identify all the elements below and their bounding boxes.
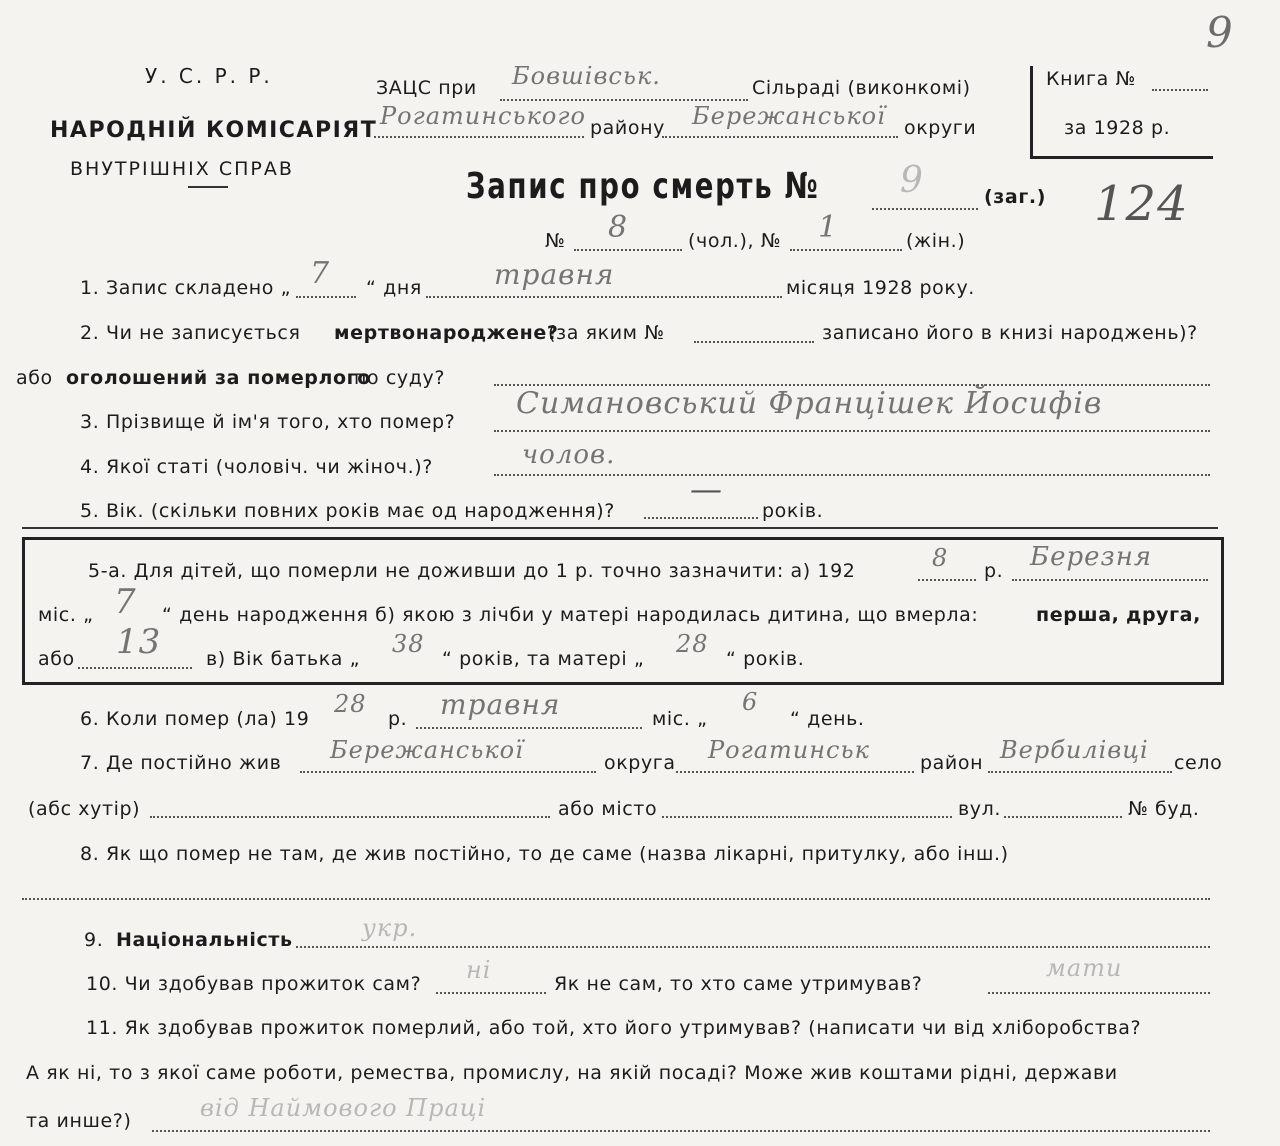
q5-label: 5. Вік. (скільки повних років має од народження)? — [80, 500, 615, 522]
q5a-line3-d: “ років. — [726, 648, 805, 670]
q7b-city-line — [662, 816, 952, 818]
q6-month-value: травня — [440, 688, 561, 721]
q7b-house: № буд. — [1128, 798, 1200, 820]
q2-number-line — [694, 341, 814, 343]
q6-label: 6. Коли помер (ла) 19 — [80, 708, 310, 730]
q10-answer1-line — [436, 992, 546, 994]
q5a-year-line — [918, 579, 976, 581]
q1-label: 1. Запис складено „ — [80, 277, 292, 299]
record-number-line — [872, 208, 978, 210]
q5a-month-value: Березня — [1030, 542, 1153, 572]
q6-month-line — [416, 727, 642, 729]
q5a-month-line — [1012, 579, 1208, 581]
section-rule — [22, 527, 1218, 529]
issuer-country: У. С. Р. Р. — [145, 64, 273, 88]
book-year: за 1928 р. — [1064, 117, 1171, 139]
q2b-label-b: оголошений за померлого — [66, 367, 371, 389]
zags-village-value: Бовшівськ. — [512, 62, 661, 90]
zags-suffix: Сільраді (виконкомі) — [752, 77, 971, 99]
q4-label: 4. Якої статі (чоловіч. чи жіноч.)? — [80, 456, 433, 478]
book-number-label: Книга № — [1046, 68, 1136, 90]
q1-month-value: травня — [494, 258, 615, 291]
q9-answer: укр. — [362, 914, 418, 942]
q11-line2: А як ні, то з якої саме роботи, ремества, промислу, на якій посаді? Може жив коштами рідні, держави — [26, 1062, 1118, 1084]
q5a-line3-a: або — [38, 648, 75, 670]
q6-mid: р. — [388, 708, 408, 730]
q10-mid: Як не сам, то хто саме утримував? — [554, 973, 923, 995]
district-line — [374, 136, 584, 138]
q7b-label: (абс хутір) — [28, 798, 141, 820]
q2-label-b: мертвонароджене? — [334, 322, 559, 344]
q5a-line2-b: “ день народження б) якою з лічби у матері народилась дитина, що вмерла: — [162, 604, 979, 626]
q7-okrug-value: Бережанської — [330, 736, 524, 764]
issuer-department: ВНУТРІШНІХ СПРАВ — [70, 158, 294, 180]
sub-number-prefix: № — [545, 230, 566, 252]
header-divider — [188, 186, 228, 188]
okrug-value: Бережанської — [692, 102, 886, 130]
record-number-value: 9 — [900, 160, 924, 201]
q6-year-value: 28 — [334, 690, 367, 718]
q5a-line1: 5-а. Для дітей, що померли не доживши до 1 р. точно зазначити: а) 192 — [88, 560, 856, 582]
q10-answer1: ні — [466, 956, 492, 984]
q7b-street-line — [1004, 816, 1122, 818]
q11-answer: від Наймового Праці — [200, 1094, 487, 1122]
q5a-day-value: 7 — [114, 582, 137, 622]
q8-label: 8. Як що помер не там, де жив постійно, то де саме (назва лікарні, притулку, або інш.) — [80, 843, 1009, 865]
q7-raion-label: район — [920, 752, 984, 774]
q11-line1: 11. Як здобував прожиток померлий, або той, хто його утримував? (написати чи від хліборобства? — [86, 1017, 1142, 1039]
q2-label-a: 2. Чи не записується — [80, 322, 301, 344]
q9-label: Національність — [116, 929, 293, 951]
q5a-second: друга, — [1126, 604, 1201, 626]
q7-village-value: Вербилівці — [1000, 736, 1149, 764]
q5-answer: — — [690, 470, 723, 508]
q1-mid: “ дня — [366, 277, 422, 299]
q5a-line3-c: “ років, та матері „ — [442, 648, 645, 670]
book-number-line — [1152, 89, 1208, 91]
q7-label: 7. Де постійно жив — [80, 752, 282, 774]
zags-label: ЗАЦС при — [376, 77, 477, 99]
document-title: Запис про смерть № — [466, 166, 820, 207]
q1-suffix: місяця 1928 року. — [786, 277, 975, 299]
q2-label-c: (за яким № — [548, 322, 665, 344]
q10-answer2-line — [988, 992, 1210, 994]
q5a-first: перша, — [1036, 604, 1120, 626]
female-number-line — [790, 249, 902, 251]
female-number-label: (жін.) — [906, 230, 966, 252]
q5a-mother-age: 28 — [676, 630, 709, 658]
q1-month-line — [426, 296, 782, 298]
q5a-line3-b: в) Вік батька „ — [206, 648, 361, 670]
okrug-line — [662, 136, 898, 138]
q5a-line1-suffix: р. — [984, 560, 1004, 582]
issuer-commissariat: НАРОДНІЙ КОМІСАРІЯТ — [50, 118, 378, 143]
q4-answer: чолов. — [522, 440, 616, 470]
q11-line3: та инше?) — [26, 1110, 132, 1132]
q7-village-line — [988, 771, 1172, 773]
okrug-label: округи — [904, 117, 977, 139]
male-number-label: (чол.), № — [688, 230, 782, 252]
male-number-value: 8 — [608, 210, 629, 245]
q5a-father-age: 38 — [392, 630, 425, 658]
q5-line — [644, 517, 758, 519]
q6-day-value: 6 — [742, 688, 759, 716]
q10-label: 10. Чи здобував прожиток сам? — [86, 973, 422, 995]
q7-raion-line — [676, 771, 914, 773]
q3-line — [494, 430, 1210, 432]
male-number-line — [574, 249, 682, 251]
female-number-value: 1 — [818, 210, 839, 245]
q9-line — [296, 946, 1210, 948]
q1-day-line — [296, 296, 356, 298]
q7b-farm-line — [150, 816, 550, 818]
q5a-year-value: 8 — [932, 544, 949, 572]
q6-mid2: міс. „ — [652, 708, 708, 730]
q3-label: 3. Прізвище й ім'я того, хто помер? — [80, 411, 456, 433]
q7b-city: або місто — [558, 798, 658, 820]
q9-number: 9. — [84, 929, 104, 951]
corner-number: 9 — [1206, 8, 1234, 57]
record-number-suffix: (заг.) — [984, 186, 1046, 208]
margin-number: 124 — [1094, 176, 1189, 232]
q5a-order-value: 13 — [116, 622, 162, 662]
q4-line — [494, 474, 1210, 476]
q7-raion-value: Рогатинськ — [708, 736, 870, 764]
zags-village-line — [500, 99, 748, 101]
q6-suffix: “ день. — [790, 708, 865, 730]
q7-village-label: село — [1174, 752, 1223, 774]
q3-answer: Симановський Францішек Йосифів — [516, 386, 1103, 421]
q1-day-value: 7 — [310, 256, 331, 291]
q2b-label-a: або — [16, 367, 53, 389]
q5-suffix: років. — [762, 500, 824, 522]
q7-okrug-label: округа — [604, 752, 676, 774]
q7-okrug-line — [300, 771, 596, 773]
district-value: Рогатинського — [380, 102, 586, 130]
q5a-line2-a: міс. „ — [38, 604, 94, 626]
q5a-order-line — [78, 667, 192, 669]
q2b-label-c: по суду? — [354, 367, 446, 389]
q10-answer2: мати — [1046, 954, 1123, 982]
q2-suffix: записано його в книзі народжень)? — [822, 322, 1198, 344]
q8-line — [22, 898, 1210, 900]
q7b-street: вул. — [958, 798, 1002, 820]
district-label: району — [590, 117, 665, 139]
q11-line — [152, 1130, 1210, 1132]
